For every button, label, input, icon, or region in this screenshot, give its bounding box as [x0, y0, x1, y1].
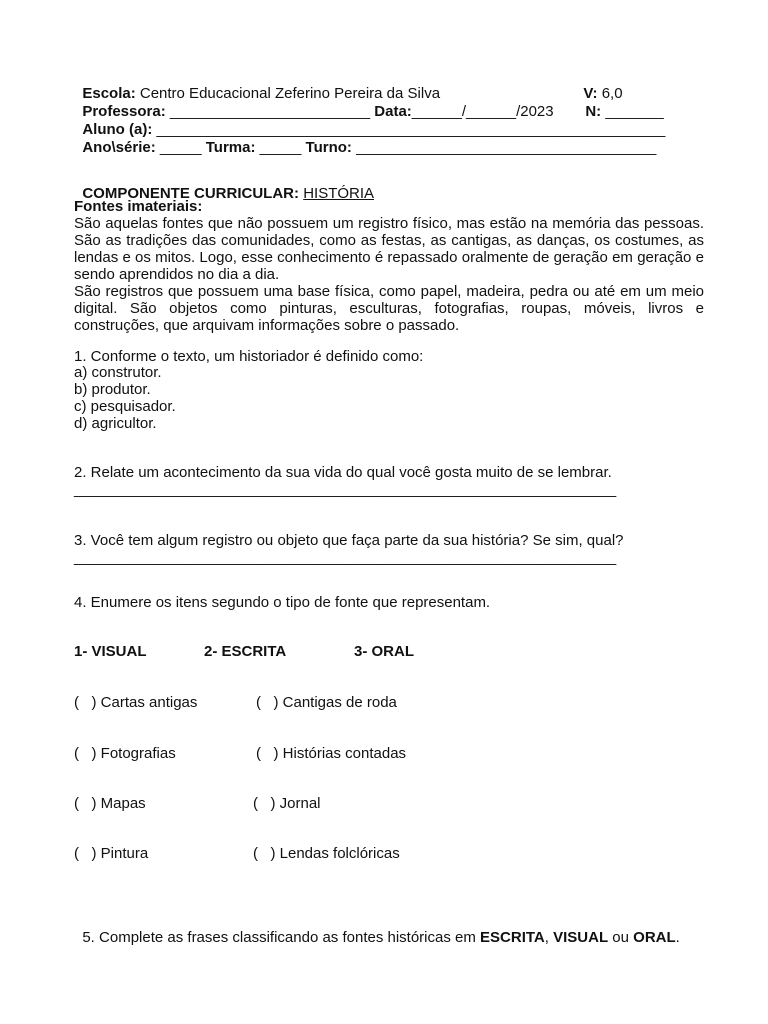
question-5-sep2: ou: [608, 929, 634, 946]
question-4: 4. Enumere os itens segundo o tipo de fonte que representam.: [74, 594, 491, 611]
question-5-prefix: 5. Complete as frases classificando as fontes históricas em: [82, 929, 481, 946]
componente-curricular: [74, 168, 374, 202]
item-fotografias[interactable]: ( ) Fotografias: [74, 745, 176, 762]
question-3: 3. Você tem algum registro ou objeto que faça parte da sua história? Se sim, qual?: [74, 532, 624, 549]
componente-label: COMPONENTE CURRICULAR:: [82, 185, 300, 202]
item-cartas-antigas[interactable]: ( ) Cartas antigas: [74, 694, 198, 711]
aluno-line[interactable]: _____________________________________________________________: [152, 121, 666, 138]
item-pintura[interactable]: ( ) Pintura: [74, 845, 149, 862]
question-5: [74, 912, 680, 946]
type-oral: 3- ORAL: [354, 643, 414, 660]
professora-label: Professora:: [82, 103, 166, 120]
valor-label: V:: [583, 85, 598, 102]
option-d[interactable]: d) agricultor.: [74, 415, 157, 432]
nota-label: N:: [585, 103, 602, 120]
fontes-title: Fontes imateriais:: [74, 198, 203, 215]
componente-value: HISTÓRIA: [303, 185, 375, 202]
option-b[interactable]: b) produtor.: [74, 381, 151, 398]
fontes-paragraph-1: São aquelas fontes que não possuem um registro físico, mas estão na memória das pessoas. São as tradições das comunidades, como as festas, as cantigas, as danças, os costumes, as lendas e os mitos. Logo, esse conhecimento é repassado oralmente de geração em geração e sendo aprendidos no dia a dia.: [74, 215, 704, 283]
turno-line[interactable]: ____________________________________: [351, 139, 657, 156]
type-escrita: 2- ESCRITA: [204, 643, 287, 660]
escola-value: Centro Educacional Zeferino Pereira da Silva: [135, 85, 441, 102]
word-visual: VISUAL: [553, 929, 609, 946]
turma-line[interactable]: _____: [255, 139, 306, 156]
question-5-sep1: ,: [544, 929, 554, 946]
fontes-paragraph-2: São registros que possuem uma base física, como papel, madeira, pedra ou até em um meio digital. São objetos como pinturas, esculturas, fotografias, roupas, móveis, livros e construções, que arquivam informações sobre o passado.: [74, 283, 704, 334]
aluno-label: Aluno (a):: [82, 121, 153, 138]
ano-line[interactable]: _____: [155, 139, 206, 156]
option-a[interactable]: a) construtor.: [74, 364, 162, 381]
item-cantigas-de-roda[interactable]: ( ) Cantigas de roda: [256, 694, 397, 711]
data-value[interactable]: ______/______/2023: [411, 103, 554, 120]
type-visual: 1- VISUAL: [74, 643, 147, 660]
question-2: 2. Relate um acontecimento da sua vida do qual você gosta muito de se lembrar.: [74, 464, 612, 481]
item-mapas[interactable]: ( ) Mapas: [74, 795, 146, 812]
question-5-end: .: [675, 929, 680, 946]
ano-label: Ano\série:: [82, 139, 156, 156]
word-oral: ORAL: [633, 929, 676, 946]
header-ano-row: [74, 122, 656, 156]
question-3-answer-line[interactable]: _________________________________________________________________: [74, 549, 617, 566]
word-escrita: ESCRITA: [480, 929, 545, 946]
question-1: 1. Conforme o texto, um historiador é definido como:: [74, 348, 424, 365]
question-2-answer-line[interactable]: _________________________________________________________________: [74, 481, 617, 498]
item-lendas-folcloricas[interactable]: ( ) Lendas folclóricas: [253, 845, 400, 862]
item-jornal[interactable]: ( ) Jornal: [253, 795, 321, 812]
professora-line[interactable]: ________________________: [165, 103, 375, 120]
option-c[interactable]: c) pesquisador.: [74, 398, 176, 415]
escola-label: Escola:: [82, 85, 136, 102]
turma-label: Turma:: [205, 139, 256, 156]
turno-label: Turno:: [305, 139, 352, 156]
data-label: Data:: [374, 103, 412, 120]
question-1-options: [74, 364, 176, 432]
nota-line[interactable]: _______: [601, 103, 664, 120]
valor-value: 6,0: [597, 85, 623, 102]
item-historias-contadas[interactable]: ( ) Histórias contadas: [256, 745, 407, 762]
